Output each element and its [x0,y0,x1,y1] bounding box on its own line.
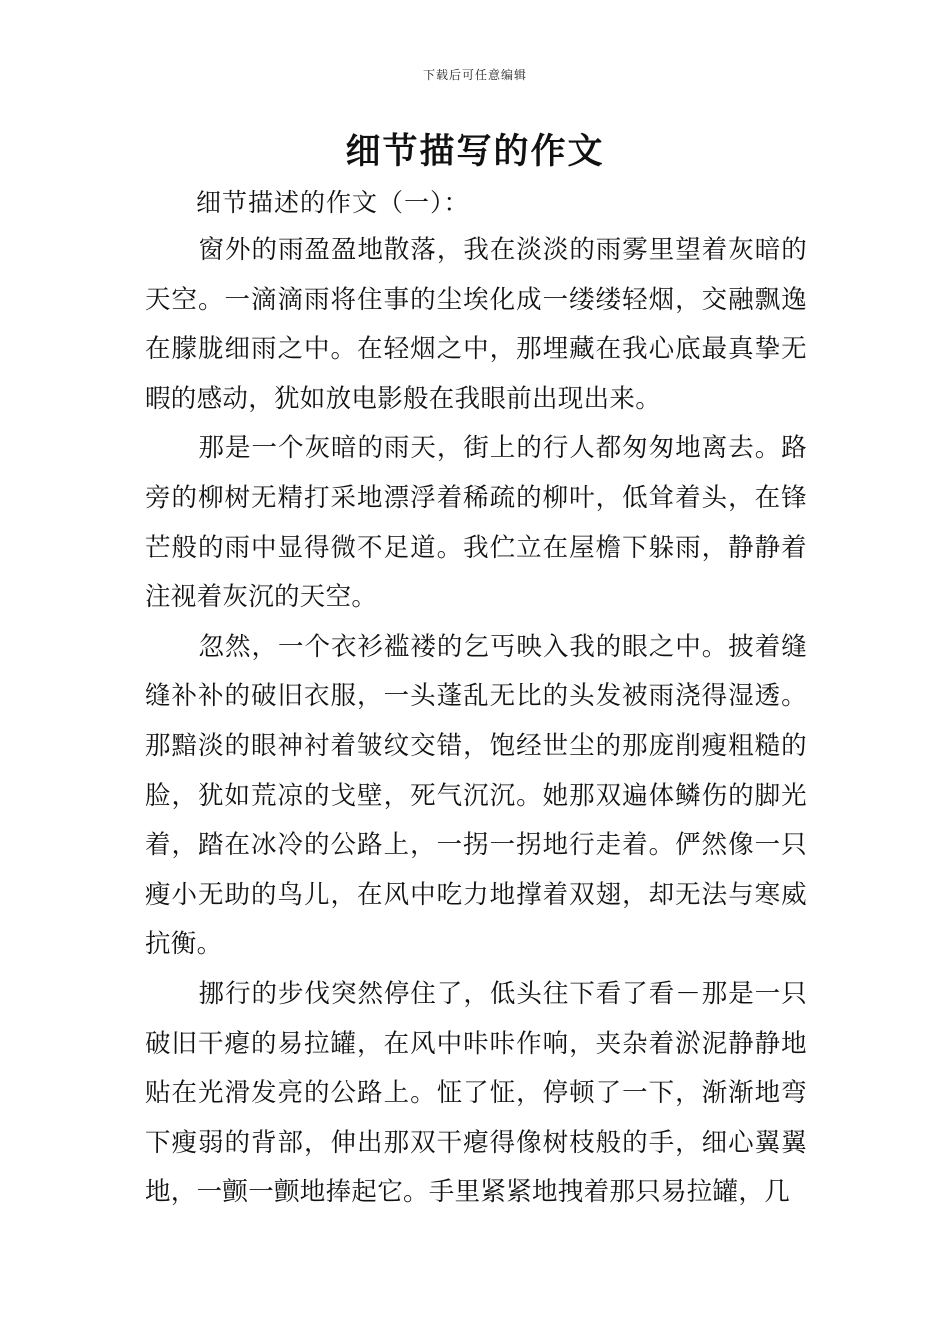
paragraph: 那是一个灰暗的雨天，街上的行人都匆匆地离去。路旁的柳树无精打采地漂浮着稀疏的柳叶，低耸着头，在锋芒般的雨中显得微不足道。我伫立在屋檐下躲雨，静静着注视着灰沉的天空。 [145,433,807,613]
paragraph: 窗外的雨盈盈地散落，我在淡淡的雨雾里望着灰暗的天空。一滴滴雨将住事的尘埃化成一缕缕轻烟，交融飘逸在朦胧细雨之中。在轻烟之中，那埋藏在我心底最真挚无暇的感动，犹如放电影般在我眼前出现出来。 [145,235,807,414]
paragraph: 挪行的步伐突然停住了，低头往下看了看－那是一只破旧干瘪的易拉罐，在风中咔咔作响，夹杂着淤泥静静地贴在光滑发亮的公路上。怔了怔，停顿了一下，渐渐地弯下瘦弱的背部，伸出那双干瘪得像树枝般的手，细心翼翼地，一颤一颤地捧起它。手里紧紧地拽着那只易拉罐，几 [145,978,807,1208]
header-note: 下载后可任意编辑 [422,68,527,82]
paragraph: 忽然，一个衣衫褴褛的乞丐映入我的眼之中。披着缝缝补补的破旧衣服，一头蓬乱无比的头发被雨浇得湿透。那黯淡的眼神衬着皱纹交错，饱经世尘的那庞削瘦粗糙的脸，犹如荒凉的戈壁，死气沉沉。她那双遍体鳞伤的脚光着，踏在冰冷的公路上，一拐一拐地行走着。俨然像一只瘦小无助的鸟儿，在风中吃力地撑着双翅，却无法与寒威抗衡。 [145,631,807,960]
section-subtitle: 细节描述的作文（一）： [196,188,470,217]
body-text [145,226,807,1218]
document-title: 细节描写的作文 [345,132,605,172]
